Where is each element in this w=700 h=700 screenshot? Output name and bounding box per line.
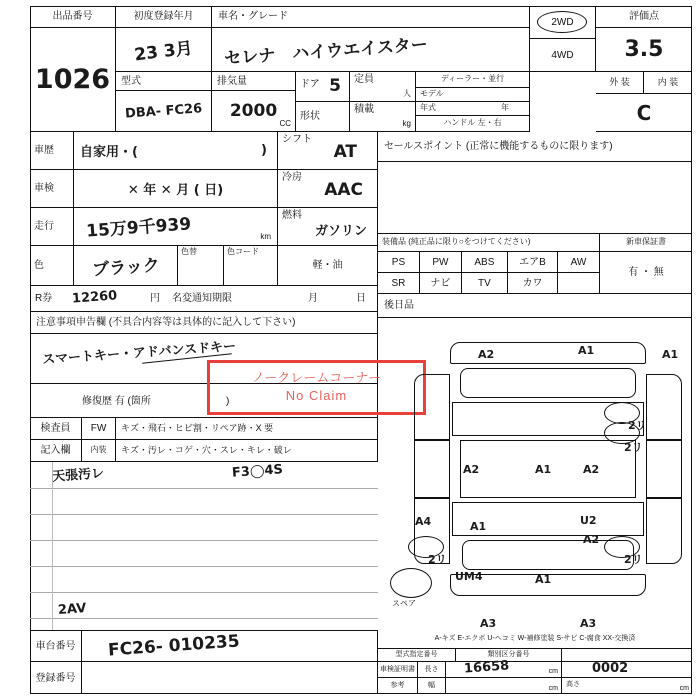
damage-code: A1 [578, 344, 595, 357]
equip-tv[interactable]: TV [462, 273, 508, 293]
inspector-label-cell [30, 418, 82, 440]
score-value-cell [596, 28, 692, 72]
diagram-left-door [414, 440, 450, 498]
car-name-label: 車名・グレード [218, 11, 288, 22]
fw-items-cell [116, 418, 378, 440]
year-unit: 年 [501, 103, 509, 112]
hand-note-3: 2AV [57, 601, 87, 618]
damage-code: A2 [463, 463, 480, 476]
fw-label: FW [90, 423, 107, 434]
inner-label: 内装 [90, 445, 107, 455]
sales-point-label: セールスポイント (正常に機能するものに限ります) [384, 141, 613, 152]
color-code-cell [224, 246, 278, 286]
capacity-unit: 人 [403, 89, 411, 99]
legend-text: A-キズ E-エクボ U-ヘコミ W-補修塗装 S-サビ C-腐食 XX-交換済 [434, 635, 636, 643]
first-reg-value-cell [116, 28, 212, 72]
handle-label: ハンドル 左・右 [443, 118, 502, 128]
sales-point-body [378, 162, 692, 234]
shape-cell [296, 102, 350, 132]
width-label: 幅 [428, 682, 435, 690]
mileage-label-cell [30, 208, 74, 246]
model-value-cell [116, 91, 212, 132]
score-label-cell [596, 6, 692, 28]
mileage-value-cell [74, 208, 278, 246]
light-oil-label: 軽・油 [312, 260, 343, 271]
legend-cell [378, 630, 692, 648]
displacement-unit: CC [279, 119, 291, 129]
equip-title: 装備品 (純正品に限り○をつけてください) [382, 237, 531, 247]
rken-label: R券 [35, 293, 53, 304]
damage-code: A4 [415, 515, 432, 528]
equip-airbag[interactable]: エアB [508, 252, 558, 272]
fuel-label: 燃料 [282, 210, 302, 221]
first-reg-label: 初度登録年月 [133, 11, 194, 22]
fw-items: キズ・飛石・ヒビ割・リペア跡・X 要 [121, 422, 274, 433]
chassis-label-cell [30, 630, 82, 662]
load-cell [350, 102, 416, 132]
rireki-label-cell [30, 132, 74, 170]
grade-value-cell [596, 94, 692, 132]
registration-label: 登録番号 [35, 672, 76, 684]
spare-label: スペア [392, 599, 416, 608]
first-reg-value: 23 3月 [133, 38, 195, 66]
day-label: 日 [356, 293, 366, 304]
vehicle-cert-label: 車検証明書 [380, 665, 415, 673]
warranty-yes-no[interactable]: 有 ・ 無 [628, 267, 664, 278]
color-value-cell [74, 246, 178, 286]
damage-code: A3 [480, 617, 497, 630]
year-cell [416, 102, 530, 116]
fuel-value: ガソリン [314, 224, 367, 239]
color-label: 色 [34, 260, 44, 271]
damage-code: A3 [580, 617, 597, 630]
mileage-label: 走行 [34, 221, 54, 232]
interior-label: 内 装 [657, 76, 679, 87]
width-label-cell [418, 678, 446, 694]
damage-code: UM4 [455, 570, 483, 583]
fw-label-cell [82, 418, 116, 440]
model-desig-value: 16658 [463, 658, 510, 677]
chassis-label: 車台番号 [35, 640, 76, 652]
shaken-label-cell [30, 170, 74, 208]
drive-4wd-label: 4WD [551, 49, 574, 61]
drive-2wd-label: 2WD [551, 16, 574, 28]
lot-label-cell [30, 6, 116, 28]
shape-label: 形状 [300, 111, 320, 122]
light-oil-cell [278, 246, 378, 286]
length-label-cell [418, 662, 446, 678]
car-name-value-cell [212, 28, 530, 72]
rken-row [30, 286, 378, 312]
no-claim-jp: ノークレームコーナー [251, 370, 382, 385]
width-unit: cm [548, 685, 558, 693]
interior-label-cell [644, 72, 692, 94]
damage-code: U2 [580, 514, 597, 527]
color-change-label: 色替 [181, 247, 197, 256]
score-value: 3.5 [624, 37, 664, 62]
rireki-value: 自家用・( [80, 145, 138, 160]
inspector-notes-area [30, 462, 378, 630]
model-desig-label: 型式指定番号 [395, 650, 438, 658]
caution-hand-note: スマートキー・アドバンスドキー [41, 339, 237, 368]
class-label-cell [456, 648, 562, 662]
displacement-value: 2000 [229, 101, 278, 121]
lot-number: 1026 [34, 64, 111, 95]
caution-label: 注意事項申告欄 (不具合内容等は具体的に記入して下さい) [36, 317, 296, 328]
color-label-cell [30, 246, 74, 286]
equip-navi[interactable]: ナビ [420, 273, 462, 293]
registration-value-cell [82, 662, 378, 694]
door-value: 5 [329, 76, 341, 96]
shift-label: シフト [282, 134, 312, 145]
year-label: 年式 [420, 103, 436, 112]
equip-ps[interactable]: PS [378, 252, 420, 272]
length-value-cell [446, 658, 562, 678]
rireki-value-cell [74, 132, 278, 170]
class-label: 類別区分番号 [487, 650, 530, 658]
dealer-cell [416, 72, 530, 88]
length-unit: cm [548, 668, 558, 676]
damage-code: 2リ [628, 419, 647, 432]
inner-label-cell [82, 440, 116, 462]
equip-sr[interactable]: SR [378, 273, 420, 293]
color-value: ブラック [91, 255, 161, 281]
model-row-label: モデル [420, 89, 444, 99]
equip-row-1 [378, 252, 600, 273]
model-label: 型式 [121, 75, 141, 87]
delivery-label: 後日品 [384, 300, 414, 311]
ac-value: AAC [324, 180, 363, 200]
hand-note-1: 天張汚レ [51, 466, 105, 485]
exterior-label: 外 装 [609, 76, 630, 87]
damage-code: A2 [478, 348, 495, 361]
damage-code: A1 [662, 348, 679, 361]
lot-label: 出品番号 [52, 11, 93, 22]
height-unit: cm [679, 685, 689, 693]
inspector-entry-label: 記入欄 [40, 445, 71, 456]
dealer-label: ディーラー・並行 [440, 74, 505, 84]
displacement-value-cell [212, 91, 296, 132]
load-label: 積載 [354, 104, 374, 115]
sales-point-cell [378, 132, 692, 162]
handle-cell [416, 116, 530, 132]
damage-code: 2リ [624, 553, 643, 566]
equip-aw[interactable]: AW [570, 256, 587, 268]
car-name-value: セレナ ハイウエイスター [223, 34, 429, 70]
height-label: 高さ [566, 681, 580, 688]
exterior-label-cell [596, 72, 644, 94]
inspector-entry-label-cell [30, 440, 82, 462]
score-label: 評価点 [629, 11, 659, 22]
class-value: 0002 [592, 661, 629, 676]
first-reg-label-cell [116, 6, 212, 28]
hand-note-2: F3◯4S [231, 462, 284, 481]
shift-cell [278, 132, 378, 170]
diagram-right-door [646, 440, 682, 498]
diagram-left-front-fender [414, 374, 450, 440]
diagram-right-rear-fender [646, 498, 682, 564]
mileage-value: 15万9千939 [85, 214, 192, 242]
damage-code: 2リ [428, 553, 447, 566]
delivery-cell [378, 294, 692, 318]
equip-pw[interactable]: PW [420, 252, 462, 272]
drive-2wd-cell [530, 6, 596, 39]
displacement-label: 排気量 [217, 75, 247, 87]
model-label-cell [116, 72, 212, 91]
registration-label-cell [30, 662, 82, 694]
shift-value: AT [333, 142, 357, 162]
rken-unit: 円 [150, 293, 160, 304]
model-value: DBA- FC26 [124, 100, 203, 122]
repair-close: ) [226, 396, 230, 407]
fuel-cell [278, 208, 378, 246]
chassis-value-cell [82, 630, 378, 662]
capacity-label: 定員 [354, 74, 374, 85]
equip-blank [558, 273, 599, 293]
rireki-close: ) [261, 143, 267, 158]
equip-kawa[interactable]: カワ [508, 273, 558, 293]
car-name-label-cell [212, 6, 530, 28]
ref-label-cell [378, 678, 418, 694]
damage-code: 2リ [624, 441, 643, 454]
inspector-label: 検査員 [40, 423, 71, 434]
load-unit: kg [402, 119, 411, 129]
inner-items: キズ・汚レ・コゲ・穴・スレ・キレ・破レ [121, 444, 292, 455]
mileage-unit: km [260, 232, 271, 242]
inner-items-cell [116, 440, 378, 462]
color-code-label: 色コード [227, 247, 259, 256]
equip-title-cell [378, 234, 600, 252]
warranty-label: 新車保証書 [626, 237, 666, 247]
door-label: ドア [300, 79, 320, 90]
ref-label: 参考 [390, 681, 405, 689]
model-desig-label-cell [378, 648, 456, 662]
displacement-label-cell [212, 72, 296, 91]
shaken-value: ✕ 年 ✕ 月 ( 日) [127, 183, 224, 198]
vehicle-cert-label-cell [378, 662, 418, 678]
class-blank-cell [562, 648, 692, 662]
diagram-spare-tire [390, 568, 432, 598]
rken-value: 12260 [71, 288, 118, 307]
damage-code: A2 [583, 463, 600, 476]
drive-4wd-cell [530, 39, 596, 72]
equip-row-2 [378, 273, 600, 294]
equip-abs[interactable]: ABS [462, 252, 508, 272]
height-value-cell [562, 678, 692, 694]
warranty-label-cell [600, 234, 692, 252]
damage-code: A1 [535, 463, 552, 476]
warranty-value-cell [600, 252, 692, 294]
shaken-value-cell [74, 170, 278, 208]
no-claim-en: No Claim [285, 388, 348, 403]
rireki-label: 車歴 [34, 145, 54, 156]
ac-cell [278, 170, 378, 208]
chassis-value: FC26- 010235 [107, 630, 241, 661]
door-cell [296, 72, 350, 102]
diagram-hood [460, 368, 636, 398]
grade-value: C [636, 100, 652, 125]
color-change-cell [178, 246, 224, 286]
length-label: 長さ [424, 665, 439, 673]
damage-code: A2 [583, 533, 600, 546]
ac-label: 冷房 [282, 172, 302, 183]
damage-code: A1 [470, 520, 487, 533]
shaken-label: 車検 [34, 183, 54, 194]
caution-label-cell [30, 312, 378, 334]
month-label: 月 [308, 293, 318, 304]
model-row-cell [416, 88, 530, 102]
repair-label: 修復歴 有 (箇所 [82, 396, 151, 407]
name-change-label: 名変通知期限 [172, 293, 232, 304]
diagram-right-front-fender [646, 374, 682, 440]
lot-number-cell [30, 28, 116, 132]
width-value-cell [446, 678, 562, 694]
damage-code: A1 [535, 573, 552, 586]
class-value-cell [562, 662, 692, 678]
capacity-cell [350, 72, 416, 102]
